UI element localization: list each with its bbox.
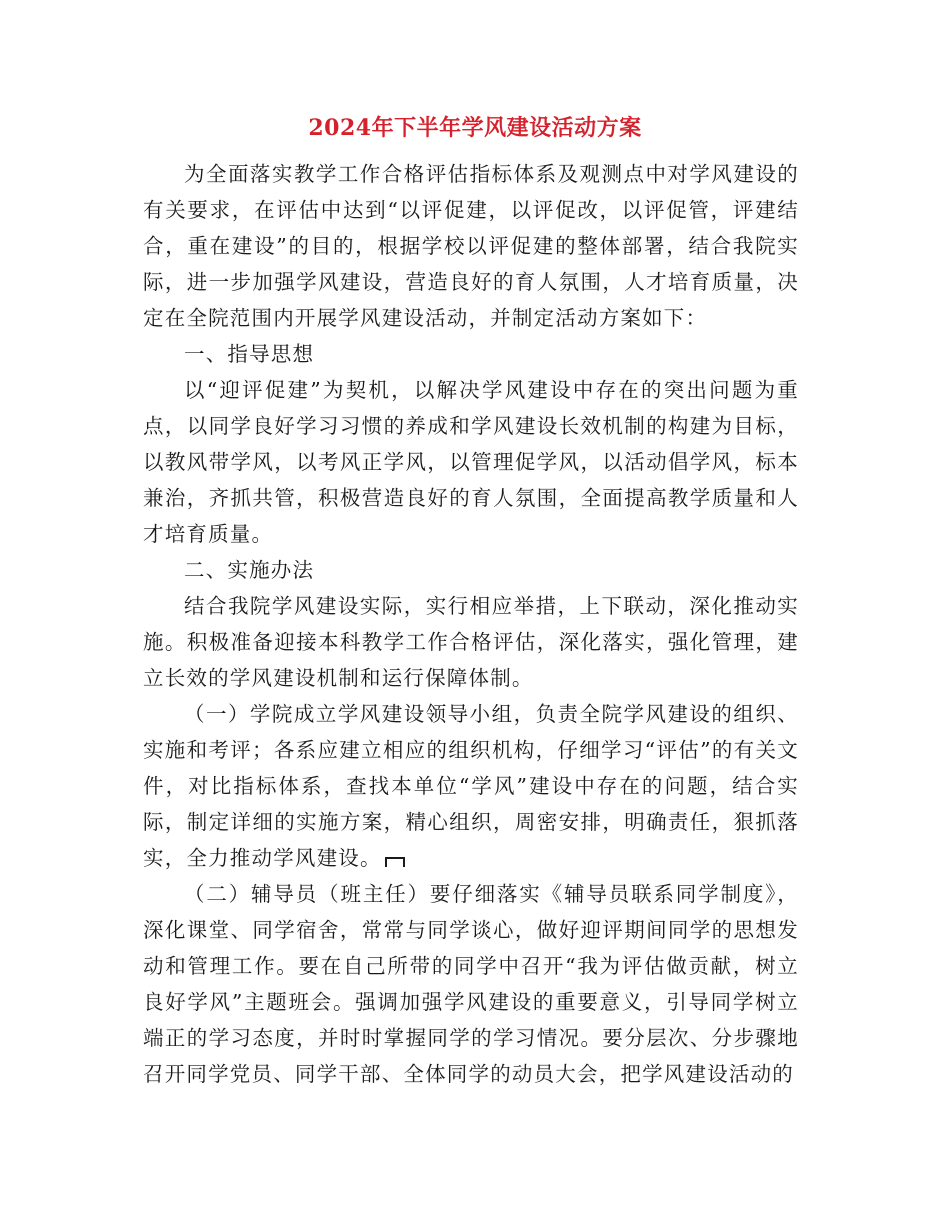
guiding-ideology-paragraph: 以“迎评促建”为契机，以解决学风建设中存在的突出问题为重点，以同学良好学习习惯的养成和学风建设长效机制的构建为目标，以教风带学风，以考风正学风，以管理促学风，以活动倡学风，标本兼治，齐抓共管，积极营造良好的育人氛围，全面提高教学质量和人才培育质量。 bbox=[143, 378, 799, 546]
item-one-paragraph bbox=[143, 696, 799, 876]
implementation-paragraph: 结合我院学风建设实际，实行相应举措，上下联动，深化推动实施。积极准备迎接本科教学工作合格评估，深化落实，强化管理，建立长效的学风建设机制和运行保障体制。 bbox=[143, 594, 799, 690]
bracket-mark-icon bbox=[385, 857, 405, 867]
intro-paragraph: 为全面落实教学工作合格评估指标体系及观测点中对学风建设的有关要求，在评估中达到“以评促建，以评促改，以评促管，评建结合，重在建设”的目的，根据学校以评促建的整体部署，结合我院实际，进一步加强学风建设，营造良好的育人氛围，人才培育质量，决定在全院范围内开展学风建设活动，并制定活动方案如下： bbox=[143, 162, 799, 330]
section-heading-implementation: 二、实施办法 bbox=[184, 558, 315, 582]
item-two-paragraph: （二）辅导员（班主任）要仔细落实《辅导员联系同学制度》，深化课堂、同学宿舍，常常与同学谈心，做好迎评期间同学的思想发动和管理工作。要在自己所带的同学中召开“我为评估做贡献，树立良好学风”主题班会。强调加强学风建设的重要意义，引导同学树立端正的学习态度，并时时掌握同学的学习情况。要分层次、分步骤地召开同学党员、同学干部、全体同学的动员大会，把学风建设活动的 bbox=[143, 882, 799, 1086]
section-heading-guiding-ideology: 一、指导思想 bbox=[184, 342, 315, 366]
document-body bbox=[143, 156, 799, 1092]
document-title: 2024年下半年学风建设活动方案 bbox=[308, 115, 642, 141]
item-one-text: （一）学院成立学风建设领导小组，负责全院学风建设的组织、实施和考评；各系应建立相应的组织机构，仔细学习“评估”的有关文件，对比指标体系，查找本单位“学风”建设中存在的问题，结合实际，制定详细的实施方案，精心组织，周密安排，明确责任，狠抓落实，全力推动学风建设。 bbox=[143, 702, 799, 870]
